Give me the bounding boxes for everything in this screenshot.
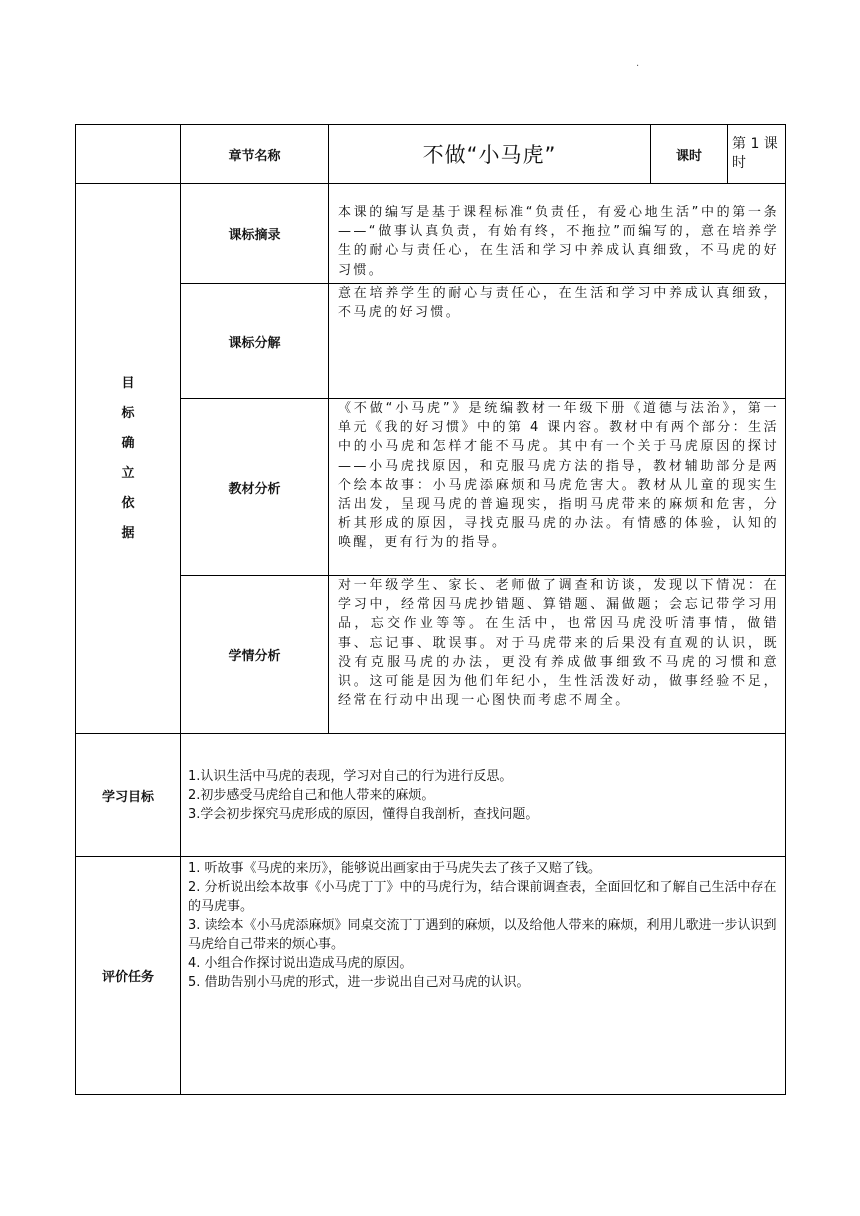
textbook-analysis-row	[76, 399, 786, 576]
basis-char: 目	[121, 375, 135, 391]
chapter-name-label: 章节名称	[181, 125, 329, 184]
textbook-analysis-text: 《不做“小马虎”》是统编教材一年级下册《道德与法治》，第一单元《我的好习惯》中的第 4 课内容。教材中有两个部分：生活中的小马虎和怎样才能不马虎。其中有一个关于马虎原因的探讨——小马虎找原因，和克服马虎方法的指导，教材辅助部分是两个绘本故事：小马虎添麻烦和马虎危害大。教材从儿童的现实生活出发，呈现马虎的普遍现实，指明马虎带来的麻烦和危害，分析其形成的原因，寻找克服马虎的办法。有情感的体验，认知的唤醒，更有行为的指导。	[329, 399, 786, 576]
syllabus-breakdown-row	[76, 284, 786, 399]
basis-char: 立	[121, 465, 135, 481]
list-item: 3. 读绘本《小马虎添麻烦》同桌交流丁丁遇到的麻烦，以及给他人带来的麻烦，利用儿歌进一步认识到马虎给自己带来的烦心事。	[188, 918, 777, 952]
period-label: 课时	[651, 125, 728, 184]
page-mark: .	[636, 58, 640, 69]
period-value: 第 1 课时	[728, 125, 786, 184]
learner-analysis-text: 对一年级学生、家长、老师做了调查和访谈，发现以下情况：在学习中，经常因马虎抄错题、算错题、漏做题；会忘记带学习用品，忘交作业等等。在生活中，也常因马虎没听清事情，做错事、忘记事、耽误事。对于马虎带来的后果没有直观的认识，既没有克服马虎的办法，更没有养成做事细致不马虎的习惯和意识。这可能是因为他们年纪小，生性活泼好动，做事经验不足，经常在行动中出现一心图快而考虑不周全。	[329, 576, 786, 734]
textbook-analysis-label: 教材分析	[181, 399, 329, 576]
syllabus-breakdown-text: 意在培养学生的耐心与责任心，在生活和学习中养成认真细致，不马虎的好习惯。	[329, 284, 786, 399]
lesson-plan-table	[75, 124, 786, 1095]
learning-objectives-row	[76, 734, 786, 857]
corner-cell	[76, 125, 181, 184]
evaluation-tasks-row	[76, 857, 786, 1095]
list-item: 1.认识生活中马虎的表现，学习对自己的行为进行反思。	[188, 768, 513, 784]
list-item: 2.初步感受马虎给自己和他人带来的麻烦。	[188, 787, 435, 803]
basis-char: 依	[121, 495, 135, 511]
header-row	[76, 125, 786, 184]
basis-char: 确	[121, 435, 135, 451]
evaluation-tasks-label: 评价任务	[76, 857, 181, 1095]
syllabus-excerpt-label: 课标摘录	[181, 184, 329, 284]
syllabus-excerpt-row	[76, 184, 786, 284]
syllabus-excerpt-text: 本课的编写是基于课程标准“负责任，有爱心地生活”中的第一条——“做事认真负责，有始有终，不拖拉”而编写的，意在培养学生的耐心与责任心，在生活和学习中养成认真细致，不马虎的好习惯。	[329, 184, 786, 284]
learning-objectives-label: 学习目标	[76, 734, 181, 857]
basis-section-label	[76, 184, 181, 734]
list-item: 2. 分析说出绘本故事《小马虎丁丁》中的马虎行为，结合课前调查表，全面回忆和了解自己生活中存在的马虎事。	[188, 880, 777, 914]
basis-char: 据	[121, 525, 135, 541]
learner-analysis-row	[76, 576, 786, 734]
learner-analysis-label: 学情分析	[181, 576, 329, 734]
lesson-title: 不做“小马虎”	[329, 125, 651, 184]
list-item: 5. 借助告别小马虎的形式，进一步说出自己对马虎的认识。	[188, 975, 530, 990]
evaluation-tasks-list	[181, 857, 786, 1095]
list-item: 3.学会初步探究马虎形成的原因，懂得自我剖析，查找问题。	[188, 806, 539, 822]
learning-objectives-list	[181, 734, 786, 857]
syllabus-breakdown-label: 课标分解	[181, 284, 329, 399]
basis-char: 标	[121, 405, 135, 421]
list-item: 4. 小组合作探讨说出造成马虎的原因。	[188, 956, 413, 971]
list-item: 1. 听故事《马虎的来历》，能够说出画家由于马虎失去了孩子又赔了钱。	[188, 861, 602, 876]
